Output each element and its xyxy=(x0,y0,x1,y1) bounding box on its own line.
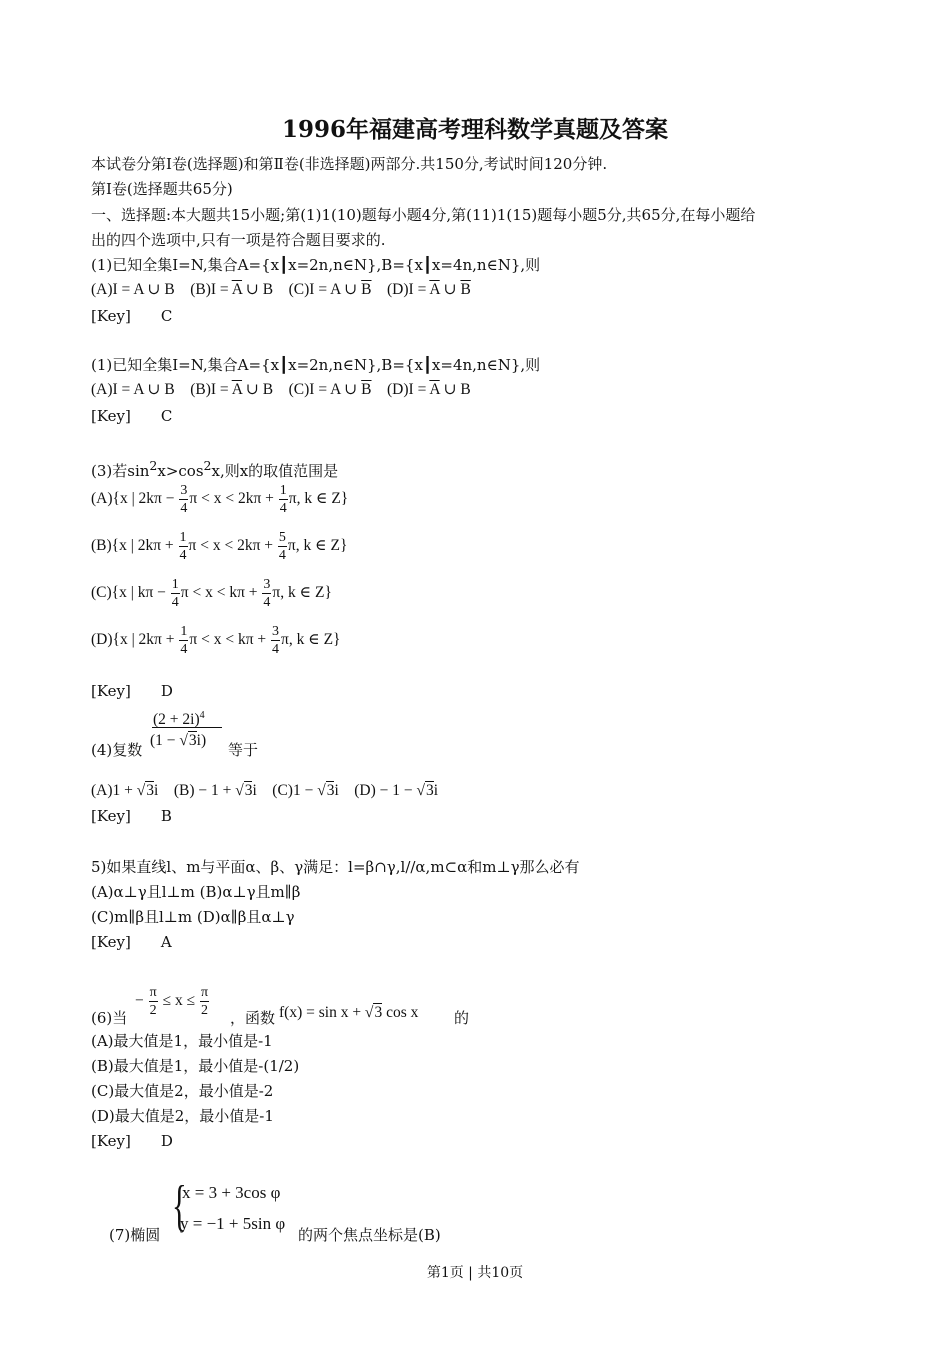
q3-stem-mid: x>cos xyxy=(157,462,204,480)
q1-stem: (1)已知全集I=N,集合A={x┃x=2n,n∈N},B={x┃x=4n,n∈N},则 xyxy=(91,256,541,274)
q6-stem-suffix: 的 xyxy=(454,1009,470,1027)
q2-key: [Key] C xyxy=(91,407,173,425)
q6-key: [Key] D xyxy=(91,1132,173,1150)
q4-key: [Key] B xyxy=(91,807,172,825)
q5-key: [Key] A xyxy=(91,933,172,951)
q7-stem-suffix: 的两个焦点坐标是(B) xyxy=(298,1226,441,1244)
q1-options: (A)I = A ∪ B $(B)I = \overline{A}$ ∪ B (C)I = A ∪ $\overline{B}$ $(D)I = \overline{A}$ ∪ $\overline{B}$ xyxy=(91,281,471,298)
q6-option-a: (A)最大值是1，最小值是-1 xyxy=(91,1032,273,1050)
q5-options-cd: (C)m∥β且l⊥m (D)α∥β且α⊥γ xyxy=(91,908,295,926)
q3-option-c: (C){x | kπ − $\frac{1}{4}$ π < x < kπ + $\frac{3}{4}$ π, k ∈ Z} xyxy=(91,576,332,610)
q3-sup-2: 2 xyxy=(203,458,212,473)
q3-stem-prefix: (3)若sin xyxy=(91,462,150,480)
intro-line-1: 本试卷分第Ⅰ卷(选择题)和第Ⅱ卷(非选择题)两部分.共150分,考试时间120分钟. xyxy=(91,155,608,173)
q4-numerator-text: (2 + 2i) xyxy=(153,711,200,729)
q5-options-ab: (A)α⊥γ且l⊥m (B)α⊥γ且m∥β xyxy=(91,883,301,901)
q4-power: 4 xyxy=(199,710,205,721)
q4-stem-suffix: 等于 xyxy=(228,741,259,759)
q2-options: (A)I = A ∪ B $(B)I = \overline{A}$ ∪ B (C)I = A ∪ $\overline{B}$ $(D)I = \overline{A}$ ∪ B xyxy=(91,381,471,398)
q4-fraction-bar xyxy=(152,727,222,728)
q7-eq1: x = 3 + 3cos φ xyxy=(182,1183,281,1202)
q7-stem-prefix: (7)椭圆 xyxy=(109,1226,161,1244)
q6-function: f(x) = sin x + √3 cos x xyxy=(279,1004,419,1021)
q6-interval: − $\frac{\pi}{2}$ ≤ x ≤ $\frac{\pi}{2}$ xyxy=(135,984,209,1018)
intro-line-3: 一、选择题:本大题共15小题;第(1)1(10)题每小题4分,第(11)1(15)题每小题5分,共65分,在每小题给 xyxy=(91,206,756,224)
q3-option-d: (D){x | 2kπ + $\frac{1}{4}$ π < x < kπ + $\frac{3}{4}$ π, k ∈ Z} xyxy=(91,623,341,657)
q7-eq2: y = −1 + 5sin φ xyxy=(180,1214,286,1233)
q3-stem xyxy=(91,456,338,481)
q6-stem-prefix: (6)当 xyxy=(91,1009,128,1027)
intro-line-4: 出的四个选项中,只有一项是符合题目要求的. xyxy=(91,231,386,249)
q3-option-a: (A){x | 2kπ − $\frac{3}{4}$ π < x < 2kπ + $\frac{1}{4}$ π, k ∈ Z} xyxy=(91,482,349,516)
q6-option-c: (C)最大值是2，最小值是-2 xyxy=(91,1082,274,1100)
q5-stem: 5)如果直线l、m与平面α、β、γ满足：l=β∩γ,l//α,m⊂α和m⊥γ那么必有 xyxy=(91,858,580,876)
q2-stem: (1)已知全集I=N,集合A={x┃x=2n,n∈N},B={x┃x=4n,n∈N},则 xyxy=(91,356,541,374)
q3-sup-1: 2 xyxy=(149,458,158,473)
q3-key: [Key] D xyxy=(91,682,173,700)
q3-option-b: (B){x | 2kπ + $\frac{1}{4}$ π < x < 2kπ + $\frac{5}{4}$ π, k ∈ Z} xyxy=(91,529,348,563)
q6-stem-mid: ，函数 xyxy=(230,1009,276,1027)
q1-key: [Key] C xyxy=(91,307,173,325)
q7-brace: { xyxy=(172,1175,187,1237)
page-footer: 第1页 | 共10页 xyxy=(426,1265,524,1281)
q3-stem-suffix: x,则x的取值范围是 xyxy=(211,462,339,480)
document-title: 1996年福建高考理科数学真题及答案 xyxy=(281,116,668,143)
q6-option-d: (D)最大值是2，最小值是-1 xyxy=(91,1107,274,1125)
q4-stem-prefix: (4)复数 xyxy=(91,741,143,759)
intro-line-2: 第Ⅰ卷(选择题共65分) xyxy=(91,180,233,198)
q6-option-b: (B)最大值是1，最小值是-(1/2) xyxy=(91,1057,300,1075)
q4-denominator: (1 − √3i) xyxy=(150,732,207,749)
q4-options: (A)1 + √3i (B) − 1 + √3i (C)1 − √3i (D) − 1 − √3i xyxy=(91,782,439,799)
